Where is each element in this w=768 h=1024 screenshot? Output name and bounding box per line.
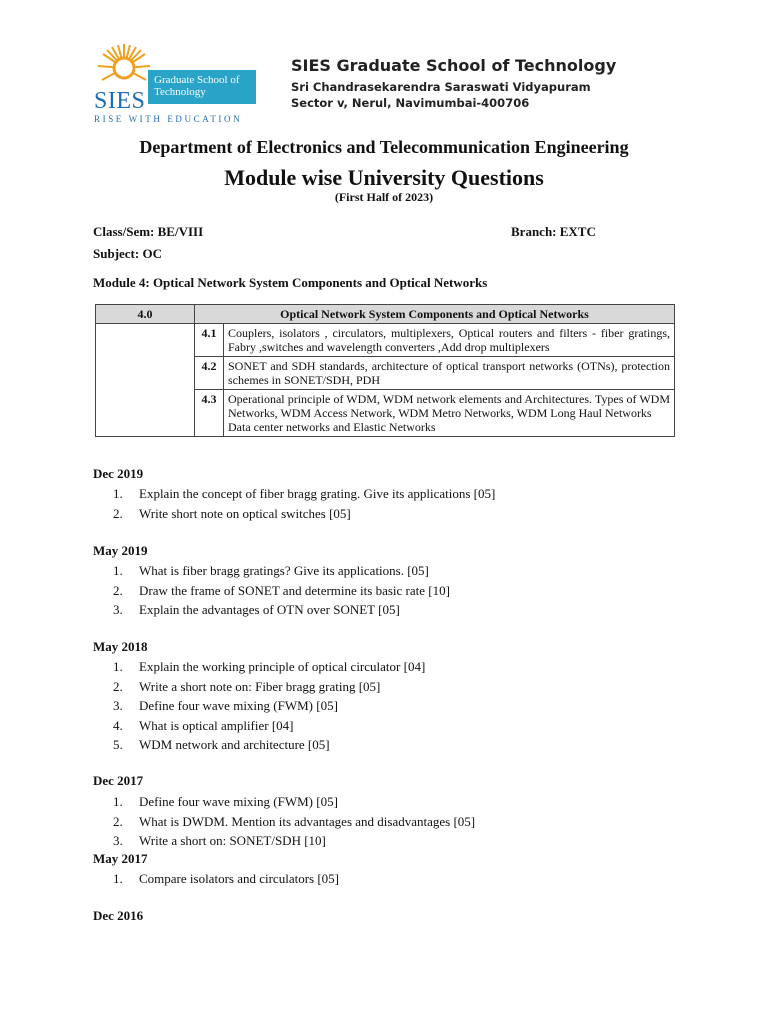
table-header-row — [96, 305, 675, 324]
list-item — [113, 869, 339, 889]
table-cell-empty — [96, 324, 195, 437]
question-number: 4. — [113, 717, 123, 733]
list-item — [113, 696, 425, 716]
question-text: Explain the concept of fiber bragg grating. Give its applications [05] — [139, 486, 496, 501]
list-item — [113, 831, 475, 851]
table-cell-module-title: Optical Network System Components and Optical Networks — [195, 305, 675, 324]
branch-label: Branch: EXTC — [511, 224, 596, 239]
institute-address-line-1: Sri Chandrasekarendra Saraswati Vidyapuram — [291, 80, 591, 94]
subject-label: Subject: OC — [93, 246, 162, 261]
section-title-may-2018: May 2018 — [93, 639, 148, 654]
table-cell-topic-text-group — [224, 390, 675, 437]
question-text: Compare isolators and circulators [05] — [139, 871, 339, 886]
section-title-dec-2016: Dec 2016 — [93, 908, 144, 923]
question-text: Explain the working principle of optical circulator [04] — [139, 659, 426, 674]
list-item — [113, 716, 425, 736]
institute-name: SIES Graduate School of Technology — [291, 56, 617, 75]
table-cell-topic-no: 4.3 — [195, 390, 224, 437]
list-item — [113, 657, 425, 677]
table-cell-topic-text: Couplers, isolators , circulators, multiplexers, Optical routers and filters - fiber gratings, Fabry ,switches and wavelength converters ,Add drop multiplexers — [224, 324, 675, 357]
question-text: Define four wave mixing (FWM) [05] — [139, 794, 338, 809]
question-number: 1. — [113, 659, 123, 674]
question-text: Explain the advantages of OTN over SONET [05] — [139, 602, 400, 617]
table-cell-module-no: 4.0 — [96, 305, 195, 324]
question-text: WDM network and architecture [05] — [139, 737, 330, 752]
section-title-dec-2019: Dec 2019 — [93, 466, 144, 481]
table-cell-topic-no: 4.1 — [195, 324, 224, 357]
list-item — [113, 812, 475, 832]
document-title: Module wise University Questions — [224, 165, 544, 190]
question-number: 1. — [113, 486, 123, 501]
question-list-dec-2017 — [113, 792, 475, 851]
question-number: 3. — [113, 698, 123, 713]
question-number: 2. — [113, 678, 123, 694]
table-row — [96, 324, 675, 357]
list-item — [113, 735, 425, 755]
question-text: Draw the frame of SONET and determine its basic rate [10] — [139, 582, 450, 598]
question-number: 2. — [113, 813, 123, 829]
question-text: Define four wave mixing (FWM) [05] — [139, 698, 338, 713]
table-cell-topic-text: SONET and SDH standards, architecture of optical transport networks (OTNs), protection schemes in SONET/SDH, PDH — [224, 357, 675, 390]
question-text: What is optical amplifier [04] — [139, 717, 294, 733]
institute-logo — [92, 40, 262, 122]
module-heading: Module 4: Optical Network System Components and Optical Networks — [93, 275, 488, 290]
question-text: What is fiber bragg gratings? Give its applications. [05] — [139, 563, 429, 578]
list-item — [113, 677, 425, 697]
table-cell-topic-extra: Data center networks and Elastic Networks — [228, 420, 436, 434]
question-list-may-2017 — [113, 869, 339, 889]
question-text: Write short note on optical switches [05] — [139, 505, 351, 521]
question-list-dec-2019 — [113, 484, 495, 523]
question-number: 5. — [113, 737, 123, 752]
section-title-dec-2017: Dec 2017 — [93, 773, 144, 788]
institute-address-line-2: Sector v, Nerul, Navimumbai-400706 — [291, 96, 530, 110]
list-item — [113, 561, 450, 581]
list-item — [113, 600, 450, 620]
department-heading: Department of Electronics and Telecommunication Engineering — [139, 137, 629, 157]
list-item — [113, 792, 475, 812]
question-number: 3. — [113, 602, 123, 617]
question-list-may-2019 — [113, 561, 450, 620]
question-text: Write a short note on: Fiber bragg grating [05] — [139, 678, 381, 694]
question-text: Write a short on: SONET/SDH [10] — [139, 833, 326, 848]
section-title-may-2019: May 2019 — [93, 543, 148, 558]
question-text: What is DWDM. Mention its advantages and disadvantages [05] — [139, 813, 476, 829]
table-cell-topic-text: Operational principle of WDM, WDM network elements and Architectures. Types of WDM Networks, WDM Access Network, WDM Metro Networks, WDM Long Haul Networks — [228, 392, 670, 420]
question-number: 1. — [113, 871, 123, 886]
syllabus-table — [95, 304, 675, 437]
sun-emblem-icon — [94, 42, 154, 94]
section-title-may-2017: May 2017 — [93, 851, 148, 866]
logo-school-box: Graduate School of Technology — [148, 70, 256, 104]
logo-tagline: RISE WITH EDUCATION — [94, 114, 243, 124]
list-item — [113, 581, 450, 601]
question-number: 1. — [113, 794, 123, 809]
document-subtitle: (First Half of 2023) — [334, 190, 434, 204]
list-item — [113, 484, 495, 504]
logo-wordmark: SIES — [94, 88, 146, 114]
question-number: 3. — [113, 833, 123, 848]
question-list-may-2018 — [113, 657, 425, 755]
table-cell-topic-no: 4.2 — [195, 357, 224, 390]
class-sem-label: Class/Sem: BE/VIII — [93, 224, 204, 239]
question-number: 2. — [113, 582, 123, 598]
list-item — [113, 504, 495, 524]
question-number: 1. — [113, 563, 123, 578]
question-number: 2. — [113, 505, 123, 521]
